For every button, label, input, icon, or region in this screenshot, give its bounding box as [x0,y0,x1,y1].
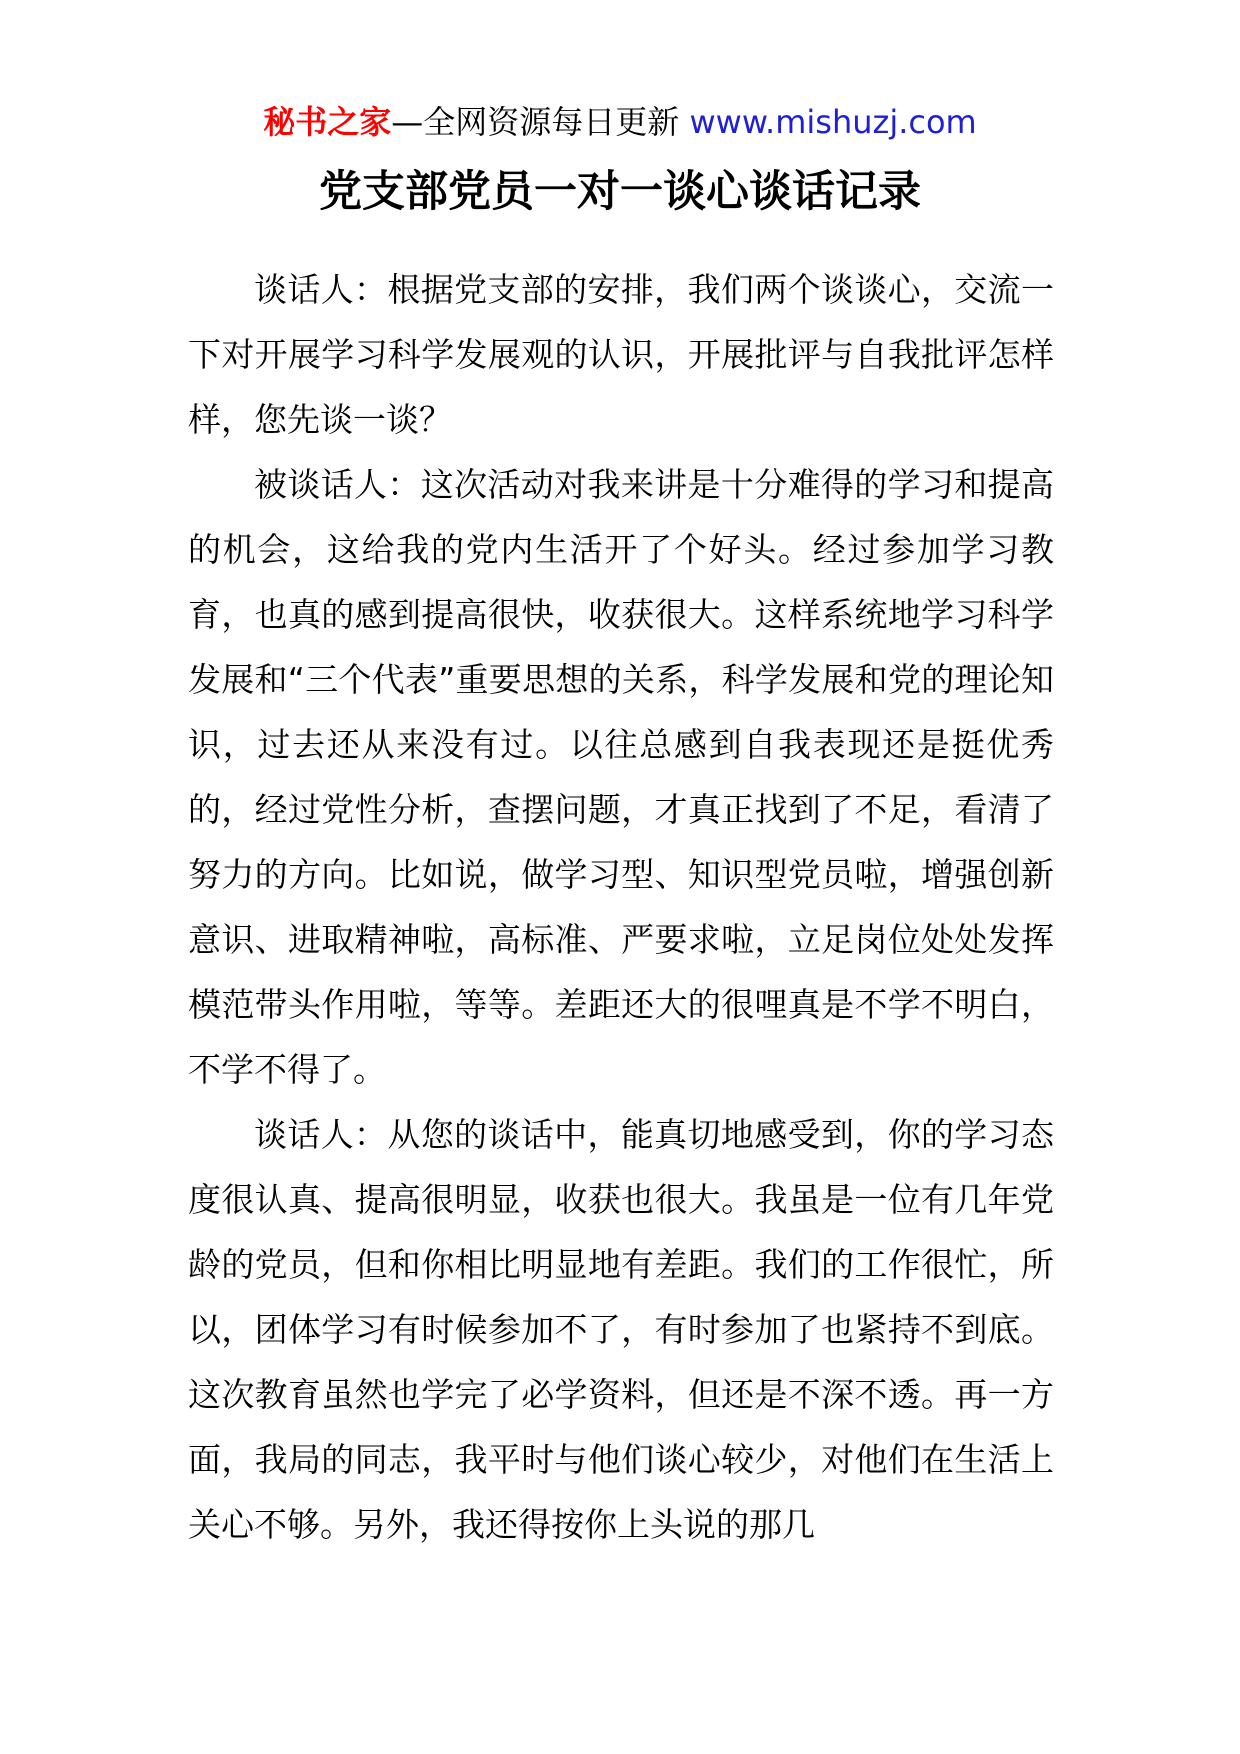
paragraph-3: 谈话人：从您的谈话中，能真切地感受到，你的学习态度很认真、提高很明显，收获也很大。我虽是一位有几年党龄的党员，但和你相比明显地有差距。我们的工作很忙，所以，团体学习有时候参加不了，有时参加了也紧持不到底。这次教育虽然也学完了必学资料，但还是不深不透。再一方面，我局的同志，我平时与他们谈心较少，对他们在生活上关心不够。另外，我还得按你上头说的那几 [188,1115,1054,1544]
document-body [188,257,1054,1557]
site-header [0,98,1240,146]
site-brand: 秘书之家 [263,103,392,141]
site-tagline: —全网资源每日更新 [391,103,690,141]
document-title: 党支部党员一对一谈心谈话记录 [319,167,921,217]
paragraph-1: 谈话人：根据党支部的安排，我们两个谈谈心，交流一下对开展学习科学发展观的认识，开展批评与自我批评怎样样，您先谈一谈？ [188,270,1054,439]
paragraph-2: 被谈话人：这次活动对我来讲是十分难得的学习和提高的机会，这给我的党内生活开了个好头。经过参加学习教育，也真的感到提高很快，收获很大。这样系统地学习科学发展和“三个代表”重要思想的关系，科学发展和党的理论知识，过去还从来没有过。以往总感到自我表现还是挺优秀的，经过党性分析，查摆问题，才真正找到了不足，看清了努力的方向。比如说，做学习型、知识型党员啦，增强创新意识、进取精神啦，高标准、严要求啦，立足岗位处处发挥模范带头作用啦，等等。差距还大的很哩真是不学不明白，不学不得了。 [188,465,1054,1089]
site-url-link[interactable]: www.mishuzj.com [689,103,977,141]
